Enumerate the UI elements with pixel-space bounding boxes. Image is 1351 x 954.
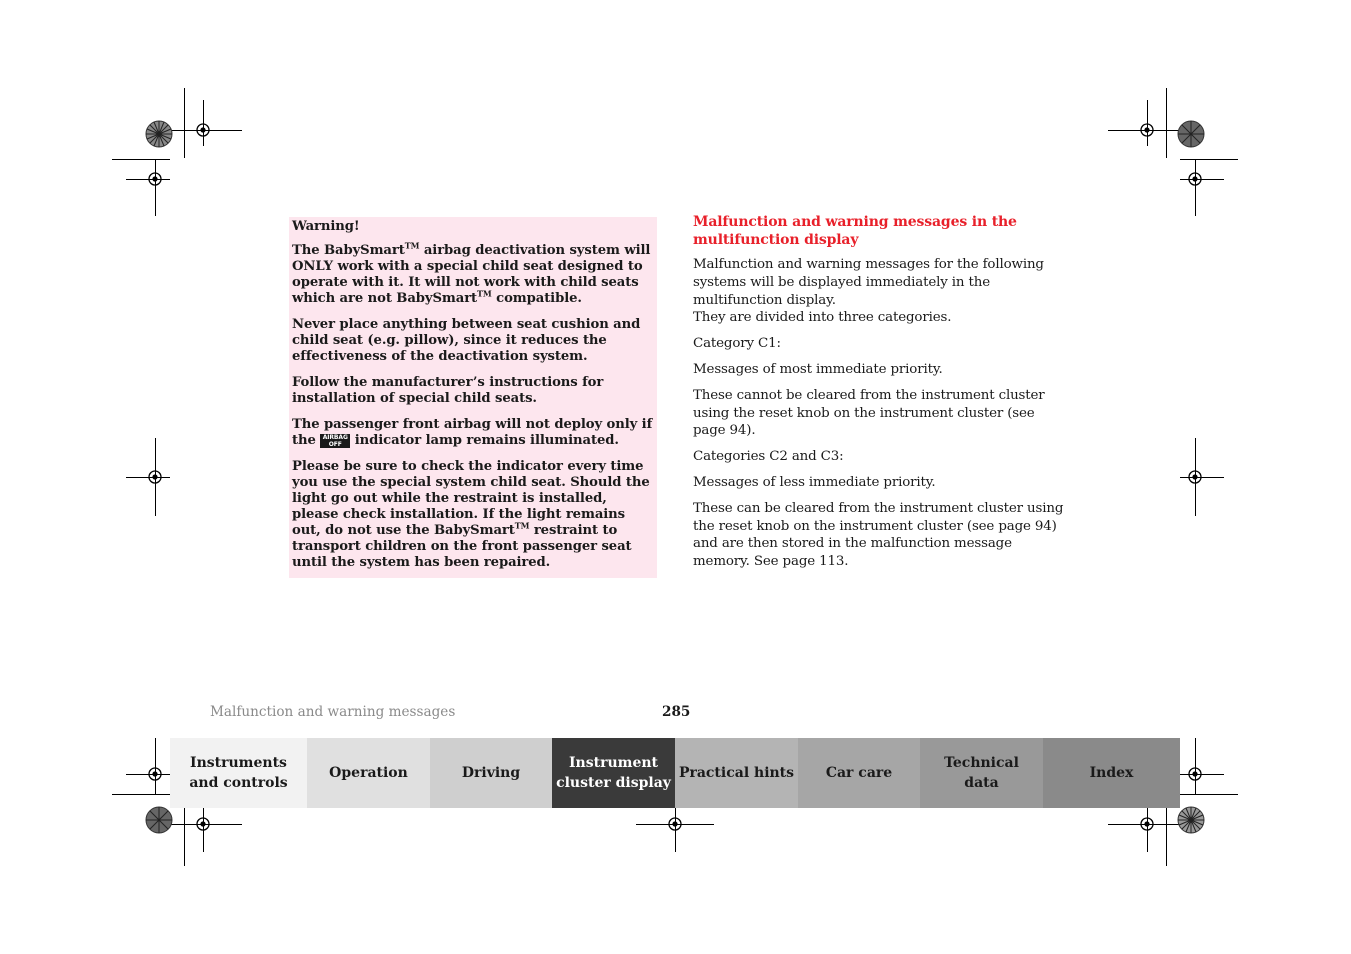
- star-target-icon: [1177, 806, 1205, 834]
- tab-practical-hints[interactable]: [675, 738, 798, 808]
- star-target-icon: [145, 120, 173, 148]
- star-target-icon: [145, 806, 173, 834]
- registration-target-icon: [1187, 469, 1203, 485]
- body-text: They are divided into three categories.: [693, 310, 952, 326]
- registration-target-icon: [1187, 171, 1203, 187]
- warning-text: indicator lamp remains illuminated.: [350, 433, 619, 448]
- registration-target-icon: [147, 469, 163, 485]
- chapter-tabs: [170, 738, 1180, 808]
- tab-label: Index: [1089, 765, 1134, 781]
- body-paragraph: [693, 256, 1065, 327]
- warning-paragraph: [292, 417, 653, 449]
- tab-index[interactable]: [1043, 738, 1180, 808]
- body-paragraph: Messages of less immediate priority.: [693, 474, 936, 490]
- tab-driving[interactable]: [430, 738, 552, 808]
- body-paragraph: These can be cleared from the instrument cluster using the reset knob on the instrument cluster (see page 94) and are then stored in the malfunction message memory. See page 113.: [693, 500, 1064, 570]
- airbag-icon-top: AIRBAG: [322, 434, 348, 441]
- registration-target-icon: [1139, 816, 1155, 832]
- warning-box: [289, 217, 657, 578]
- tab-technical-data[interactable]: [920, 738, 1043, 808]
- content-column: [693, 213, 1065, 579]
- tab-label: Instrument cluster display: [556, 755, 671, 791]
- registration-target-icon: [667, 816, 683, 832]
- tab-car-care[interactable]: [798, 738, 920, 808]
- registration-target-icon: [147, 766, 163, 782]
- warning-paragraph: [292, 459, 653, 571]
- body-text: Malfunction and warning messages for the following systems will be displayed immediately in the multifunction display.: [693, 257, 1044, 308]
- tab-label: Operation: [329, 765, 408, 781]
- warning-text: The BabySmart: [292, 243, 405, 258]
- airbag-icon-bottom: OFF: [328, 441, 342, 448]
- tab-instruments-and-controls[interactable]: [170, 738, 307, 808]
- footer-section-label: Malfunction and warning messages: [210, 704, 456, 720]
- warning-title: Warning!: [292, 219, 360, 234]
- warning-paragraph: Follow the manufacturer’s instructions for installation of special child seats.: [292, 375, 604, 406]
- registration-target-icon: [195, 816, 211, 832]
- trademark: TM: [477, 288, 492, 299]
- page-number: 285: [662, 704, 691, 720]
- tab-label: Car care: [825, 765, 893, 781]
- tab-instrument-cluster-display[interactable]: [552, 738, 675, 808]
- warning-text: restraint to transport children on the front passenger seat until the system has been repaired.: [292, 523, 632, 570]
- tab-label: Instruments and controls: [189, 755, 288, 791]
- section-heading: Malfunction and warning messages in the multifunction display: [693, 214, 1017, 248]
- warning-text: airbag deactivation system will ONLY work with a special child seat designed to operate with it. It will not work with child seats which are not BabySmart: [292, 243, 651, 306]
- registration-target-icon: [195, 122, 211, 138]
- warning-paragraph: Never place anything between seat cushion and child seat (e.g. pillow), since it reduces the effectiveness of the deactivation system.: [292, 317, 641, 364]
- registration-target-icon: [1139, 122, 1155, 138]
- warning-paragraph: [292, 240, 653, 307]
- tab-label: Technical data: [944, 755, 1019, 791]
- warning-text: compatible.: [491, 291, 582, 306]
- body-paragraph: These cannot be cleared from the instrument cluster using the reset knob on the instrument cluster (see page 94).: [693, 387, 1045, 439]
- warning-text: The passenger front airbag will not deploy only if the: [292, 417, 653, 448]
- trademark: TM: [404, 240, 420, 251]
- tab-operation[interactable]: [307, 738, 430, 808]
- registration-target-icon: [1187, 766, 1203, 782]
- trademark: TM: [514, 520, 530, 531]
- tab-label: Driving: [461, 765, 521, 781]
- category-label: Categories C2 and C3:: [693, 449, 844, 465]
- registration-target-icon: [147, 171, 163, 187]
- warning-text: Please be sure to check the indicator every time you use the special system child seat. Should the light go out while the restraint is installed, please check installation. If the light remains out, do not use the BabySmart: [292, 459, 650, 538]
- category-label: Category C1:: [693, 336, 781, 352]
- body-paragraph: Messages of most immediate priority.: [693, 361, 943, 377]
- tab-label: Practical hints: [678, 765, 795, 781]
- airbag-off-icon: [320, 434, 350, 448]
- star-target-icon: [1177, 120, 1205, 148]
